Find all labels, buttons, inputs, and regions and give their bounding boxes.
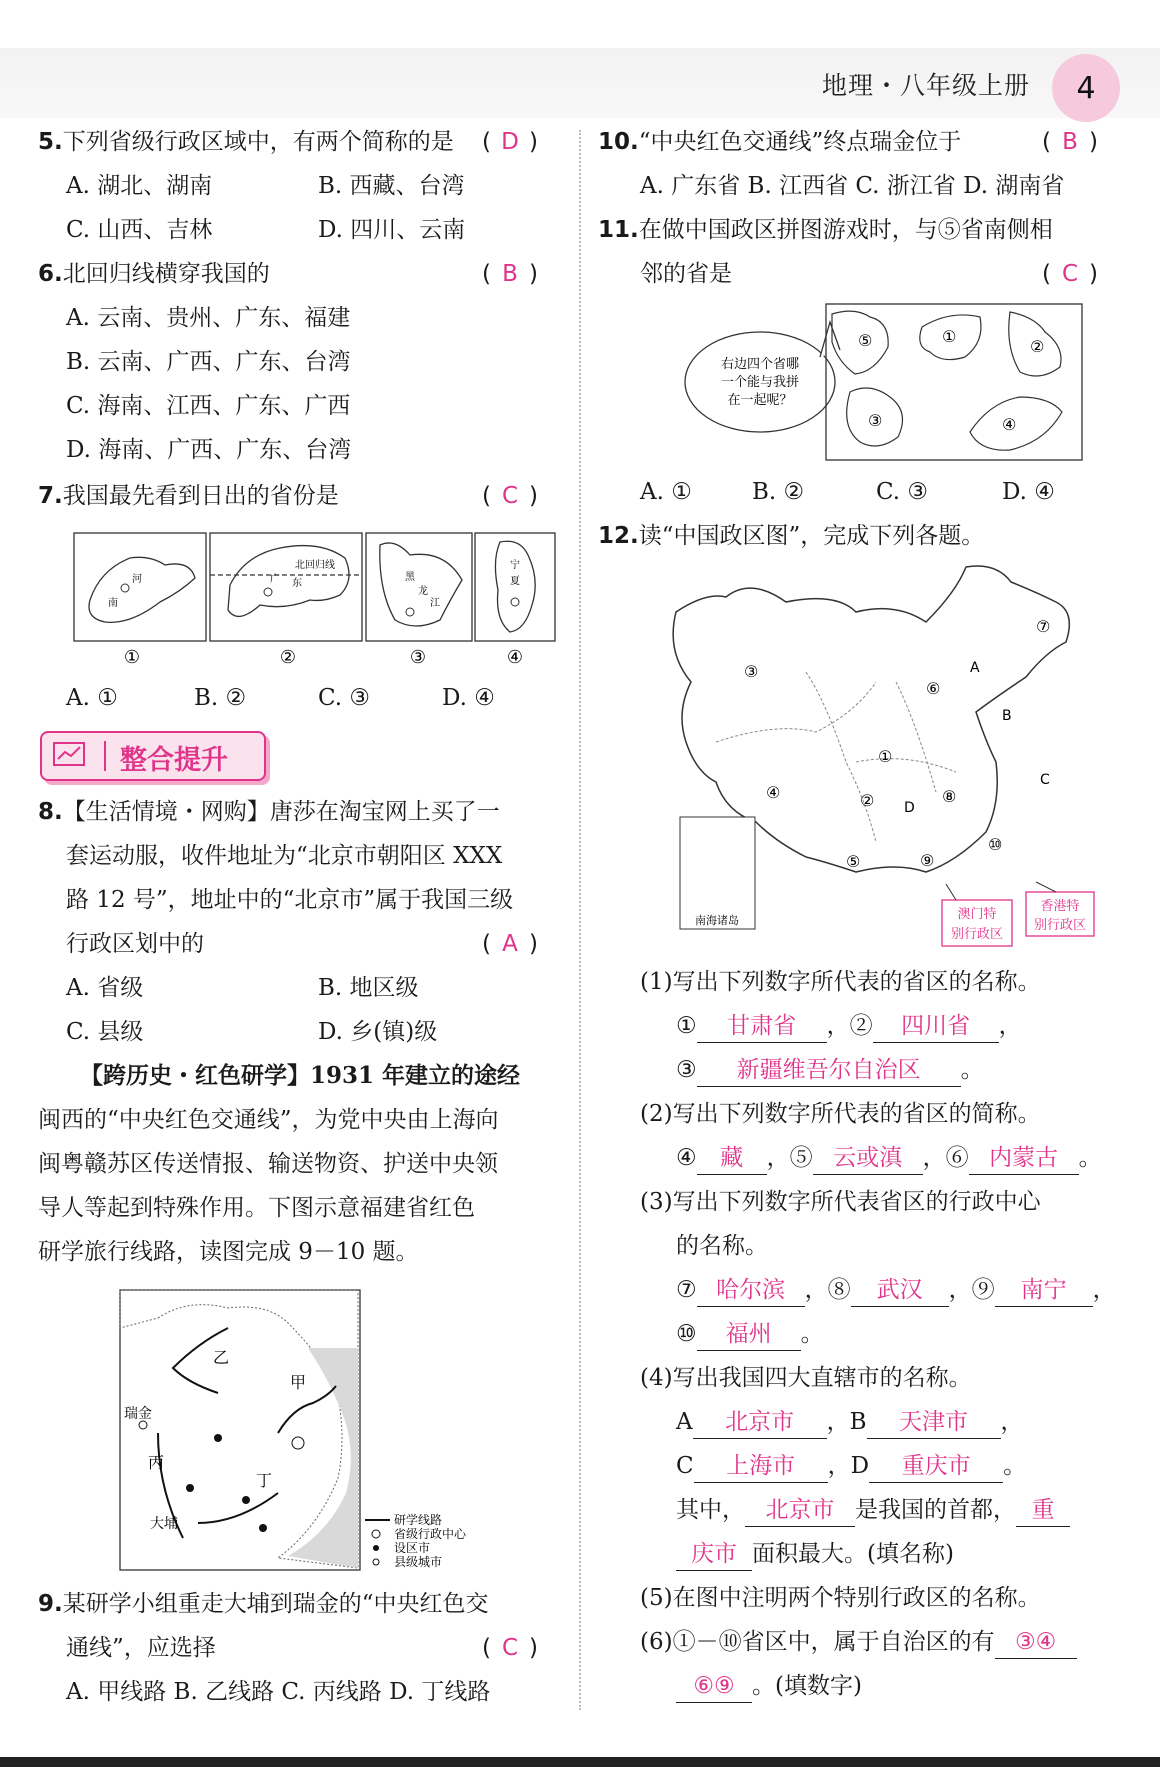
guangdong-outline — [228, 546, 349, 617]
q9-options: A. 甲线路 B. 乙线路 C. 丙线路 D. 丁线路 — [66, 1679, 491, 1705]
q8-option-d: D. 乡(镇)级 — [318, 1019, 438, 1045]
q12-p1-label: (1)写出下列数字所代表的省区的名称。 — [640, 969, 1041, 995]
q5-option-a: A. 湖北、湖南 — [66, 173, 213, 199]
passage-line-5: 研学旅行线路，读图完成 9－10 题。 — [38, 1239, 419, 1265]
hk-label-2: 别行政区 — [1033, 918, 1087, 933]
q6-option-a: A. 云南、贵州、广东、福建 — [66, 305, 351, 331]
q8-option-a: A. 省级 — [66, 975, 144, 1001]
map-text-m2a: 北回归线 — [295, 560, 335, 571]
map-num-8: ⑧ — [942, 787, 957, 806]
q12-p1-row1: ① 甘肃省 ，② 四川省 ， — [676, 1010, 1022, 1043]
guangdong-capital-dot — [264, 588, 272, 596]
q11-option-a: A. ① — [640, 479, 692, 505]
chart-icon — [52, 741, 86, 769]
passage-line-4: 导人等起到特殊作用。下图示意福建省红色 — [38, 1195, 475, 1221]
macao-label-2: 别行政区 — [950, 927, 1004, 942]
q7-map-frame-4 — [475, 533, 555, 641]
fig-label-2: ② — [279, 647, 297, 668]
q10-answer: ( B ) — [1042, 129, 1098, 155]
city-dot — [259, 1524, 267, 1532]
q9-line-2: 通线”，应选择 — [66, 1635, 216, 1661]
ningxia-capital-dot — [511, 598, 519, 606]
q6-option-b: B. 云南、广西、广东、台湾 — [66, 349, 351, 375]
map-num-10: ⑩ — [988, 835, 1003, 854]
q12-p4-row4: 庆市 面积最大。(填名称) — [676, 1538, 954, 1571]
q8-line-1: 8.【生活情境・网购】唐莎在淘宝网上买了一 — [38, 799, 500, 825]
header-title: 地理・八年级上册 — [821, 71, 1030, 100]
q12-p4-row2: C 上海市 ，D 重庆市 。 — [676, 1450, 1026, 1483]
q5-stem: 5.下列省级行政区域中，有两个简称的是 — [38, 129, 454, 155]
map-num-2: ② — [860, 791, 875, 810]
map-letter-d: D — [904, 800, 915, 816]
bottom-bar — [0, 1757, 1160, 1767]
q5-answer: ( D ) — [482, 129, 538, 155]
shape-2: ② — [1030, 337, 1045, 356]
q5-option-d: D. 四川、云南 — [318, 217, 466, 243]
inset-label: 南海诸岛 — [695, 914, 739, 927]
fig-label-4: ④ — [506, 647, 524, 668]
q8-answer: ( A ) — [482, 931, 538, 957]
q7-answer: ( C ) — [482, 483, 538, 509]
q6-stem: 6.北回归线横穿我国的 — [38, 261, 270, 287]
q8-option-b: B. 地区级 — [318, 975, 419, 1001]
legend-city: 设区市 — [394, 1541, 431, 1555]
q5-option-b: B. 西藏、台湾 — [318, 173, 465, 199]
bubble-line-2: 一个能与我拼 — [720, 375, 800, 390]
map-label-ding: 丁 — [256, 1471, 273, 1490]
map-text-m1b: 南 — [108, 598, 118, 609]
passage-line-1: 【跨历史・红色研学】1931 年建立的途经 — [80, 1062, 521, 1089]
q12-p3-label1: (3)写出下列数字所代表省区的行政中心 — [640, 1189, 1041, 1215]
shape-3: ③ — [868, 411, 883, 430]
heilongjiang-outline — [380, 543, 462, 626]
map-num-1: ① — [878, 747, 893, 766]
q12-p2-row: ④ 藏 ，⑤ 云或滇 ，⑥ 内蒙古 。 — [676, 1142, 1102, 1175]
map-label-ruijin: 瑞金 — [124, 1406, 152, 1422]
q12-p5-label: (5)在图中注明两个特别行政区的名称。 — [640, 1585, 1041, 1611]
passage-line-3: 闽粤赣苏区传送情报、输送物资、护送中央领 — [38, 1151, 498, 1177]
q7-stem: 7.我国最先看到日出的省份是 — [38, 483, 339, 509]
q7-map-frame-2 — [210, 533, 362, 641]
q12-p3-label2: 的名称。 — [676, 1233, 768, 1259]
map-text-m2b: 广 — [270, 574, 280, 585]
fig-label-1: ① — [123, 647, 141, 668]
map-label-yi: 乙 — [213, 1348, 230, 1367]
legend-capital: 省级行政中心 — [394, 1527, 467, 1541]
macao-label-1: 澳门特 — [957, 907, 997, 922]
bubble-line-3: 在一起呢？ — [727, 393, 793, 408]
q10-stem: 10.“中央红色交通线”终点瑞金位于 — [598, 129, 962, 155]
legend-route: 研学线路 — [394, 1513, 443, 1527]
shape-1: ① — [942, 327, 957, 346]
china-political-map — [656, 562, 1096, 957]
q6-option-d: D. 海南、广西、广东、台湾 — [66, 437, 352, 463]
map-text-m3c: 江 — [430, 598, 440, 609]
q11-option-c: C. ③ — [876, 479, 929, 505]
page-number-badge: 4 — [1052, 54, 1120, 122]
map-num-5: ⑤ — [846, 852, 861, 871]
legend-county: 县级城市 — [394, 1555, 443, 1569]
q7-province-maps — [70, 530, 560, 670]
fig-label-3: ③ — [409, 647, 427, 668]
hk-label-1: 香港特 — [1040, 899, 1080, 914]
map-num-6: ⑥ — [926, 679, 941, 698]
fujian-route-map — [118, 1288, 498, 1573]
map-letter-a: A — [970, 660, 980, 676]
q7-map-frame-1 — [74, 533, 206, 641]
map-num-7: ⑦ — [1036, 617, 1051, 636]
henan-outline — [89, 557, 195, 622]
q11-option-d: D. ④ — [1002, 479, 1055, 505]
q7-option-c: C. ③ — [318, 685, 371, 711]
q11-line-1: 11.在做中国政区拼图游戏时，与⑤省南侧相 — [598, 217, 1053, 243]
bubble-line-1: 右边四个省哪 — [720, 357, 800, 372]
q12-p2-label: (2)写出下列数字所代表的省区的简称。 — [640, 1101, 1041, 1127]
map-num-4: ④ — [766, 783, 781, 802]
map-num-9: ⑨ — [920, 851, 935, 870]
q8-option-c: C. 县级 — [66, 1019, 144, 1045]
map-text-m4a: 宁 — [510, 560, 520, 571]
map-text-m3b: 龙 — [418, 586, 428, 597]
passage-line-2: 闽西的“中央红色交通线”，为党中央由上海向 — [38, 1107, 499, 1133]
q11-option-b: B. ② — [752, 479, 805, 505]
q12-p4-label: (4)写出我国四大直辖市的名称。 — [640, 1365, 972, 1391]
map-text-m1a: 河 — [132, 574, 142, 585]
map-label-dabu: 大埔 — [150, 1516, 178, 1532]
q12-p6-row2: ⑥⑨ 。(填数字) — [676, 1670, 862, 1703]
q5-option-c: C. 山西、吉林 — [66, 217, 213, 243]
section-header — [40, 731, 266, 781]
city-dot — [242, 1496, 250, 1504]
map-letter-b: B — [1002, 708, 1012, 724]
city-dot — [214, 1434, 222, 1442]
q8-line-4: 行政区划中的 — [66, 931, 204, 957]
q12-p6-row1: (6)①－⑩省区中，属于自治区的有 ③④ — [640, 1626, 1077, 1659]
map-num-3: ③ — [744, 662, 759, 681]
q12-stem: 12.读“中国政区图”，完成下列各题。 — [598, 523, 985, 549]
map-label-jia: 甲 — [290, 1373, 307, 1392]
q12-p1-row2: ③ 新疆维吾尔自治区 。 — [676, 1054, 984, 1087]
q12-p4-row1: A 北京市 ，B 天津市 ， — [676, 1406, 1024, 1439]
q8-line-3: 路 12 号”，地址中的“北京市”属于我国三级 — [66, 887, 514, 913]
q9-answer: ( C ) — [482, 1635, 538, 1661]
column-divider — [579, 130, 581, 1710]
heilongjiang-capital-dot — [406, 608, 414, 616]
section-label: 整合提升 — [120, 745, 228, 776]
q11-line-2: 邻的省是 — [640, 261, 732, 287]
q12-p3-row2: ⑩ 福州 。 — [676, 1318, 824, 1351]
q9-line-1: 9.某研学小组重走大埔到瑞金的“中央红色交 — [38, 1591, 489, 1617]
q6-answer: ( B ) — [482, 261, 538, 287]
map-letter-c: C — [1040, 772, 1050, 788]
q12-p3-row1: ⑦ 哈尔滨 ，⑧ 武汉 ，⑨ 南宁 ， — [676, 1274, 1116, 1307]
shape-4: ④ — [1002, 415, 1017, 434]
q6-option-c: C. 海南、江西、广东、广西 — [66, 393, 351, 419]
q7-option-b: B. ② — [194, 685, 247, 711]
henan-capital-dot — [121, 584, 129, 592]
map-text-m3a: 黑 — [405, 572, 415, 583]
section-separator — [104, 741, 106, 771]
map-label-bing: 丙 — [148, 1453, 165, 1472]
q8-line-2: 套运动服，收件地址为“北京市朝阳区 XXX — [66, 843, 503, 869]
q7-option-d: D. ④ — [442, 685, 495, 711]
map-text-m4b: 夏 — [510, 576, 520, 587]
q12-p4-row3: 其中， 北京市 是我国的首都， 重 — [676, 1494, 1070, 1527]
city-dot — [186, 1484, 194, 1492]
map-text-m2c: 东 — [292, 578, 302, 589]
q11-answer: ( C ) — [1042, 261, 1098, 287]
shape-5: ⑤ — [858, 331, 873, 350]
q7-option-a: A. ① — [66, 685, 118, 711]
q10-options: A. 广东省 B. 江西省 C. 浙江省 D. 湖南省 — [640, 173, 1065, 199]
q11-puzzle-figure — [680, 302, 1085, 464]
